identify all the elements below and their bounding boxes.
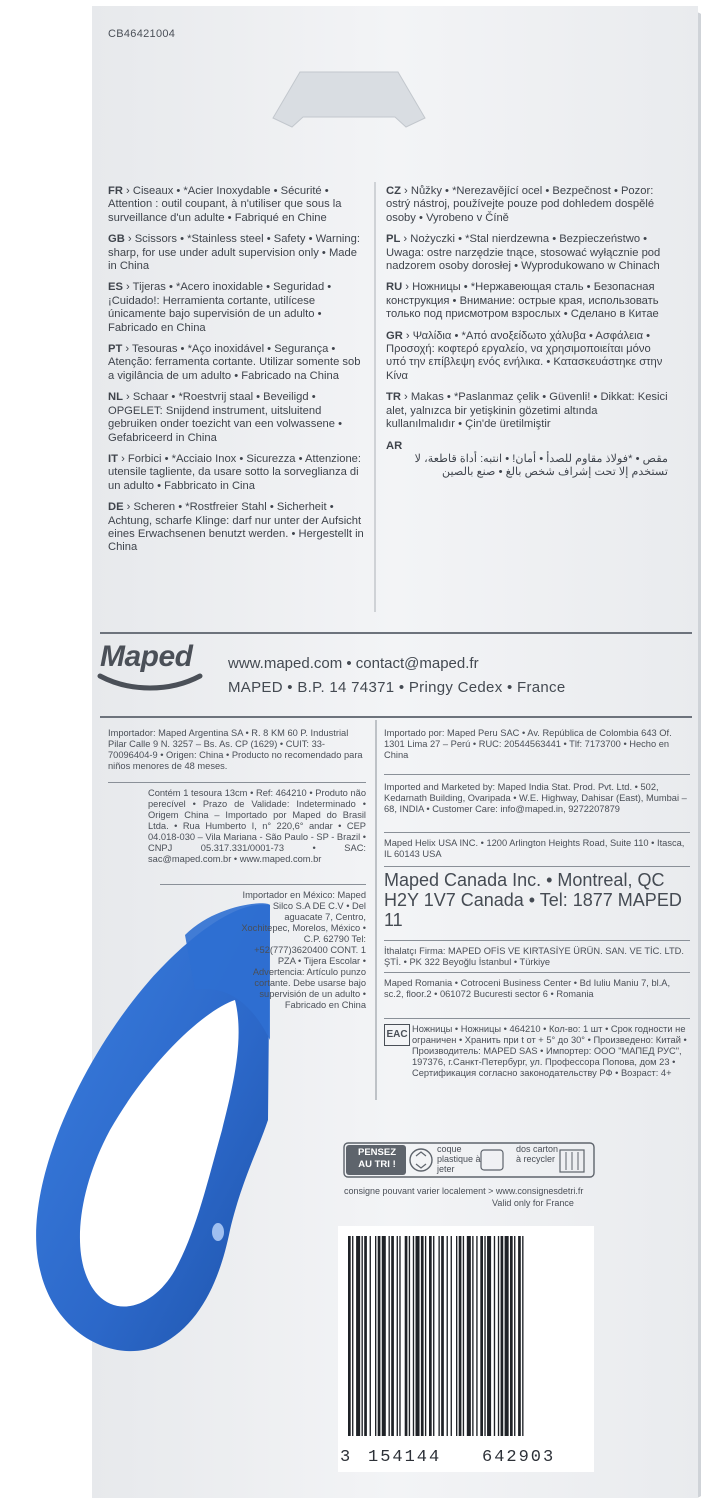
barcode-bar: [405, 1236, 408, 1436]
barcode-bar: [467, 1236, 471, 1436]
importer-divider: [384, 972, 690, 973]
lang-block-ar: AR مقص • *فولاذ مقاوم للصدأ • أمان! • انتبه: أداة قاطعة، لا تستخدم إلا تحت إشراف شخص بالغ • صنع بالصين: [386, 439, 668, 479]
barcode-bar: [425, 1236, 426, 1436]
barcode-bar: [389, 1236, 390, 1436]
barcode-bar: [409, 1236, 410, 1436]
lang-block-fr: FR › Ciseaux • *Acier Inoxydable • Sécurité • Attention : outil coupant, à n'utiliser que sous la surveillance d'un adulte • Fabriqué en Chine: [108, 185, 342, 224]
barcode-bar: [375, 1236, 376, 1436]
barcode-first-digit: 3: [340, 1448, 353, 1467]
barcode-bar: [463, 1236, 464, 1436]
recycle-item-carton: dos carton à recycler: [516, 1144, 559, 1164]
barcode-bar: [518, 1236, 521, 1436]
barcode-group-1: 154144: [368, 1448, 442, 1467]
lang-block-cz: CZ › Nůžky • *Nerezavějící ocel • Bezpečnost • Pozor: ostrý nástroj, používejte pouze pod dohledem dospělé osoby • Vyrobeno v Číně: [386, 185, 655, 224]
barcode-bars: [346, 1236, 586, 1436]
lang-block-gr: GR › Ψαλίδια • *Από ανοξείδωτο χάλυβα • Ασφάλεια • Προσοχή: κοφτερό εργαλείο, να χρησιμοποιείται μόνο υπό την επίβλεψη ενός ενήλικα. • Κατασκευάστηκε στην Κίνα: [386, 329, 663, 382]
barcode-bar: [433, 1236, 434, 1436]
handle-rivet: [212, 1223, 224, 1241]
barcode-bar: [494, 1236, 495, 1436]
importer-divider: [108, 782, 366, 783]
barcode-bar: [451, 1236, 452, 1436]
lang-block-gb: GB › Scissors • *Stainless steel • Safety • Warning: sharp, for use under adult supervision only • Made in China: [108, 233, 360, 273]
barcode-bar: [487, 1236, 491, 1436]
barcode-bar: [352, 1236, 353, 1436]
barcode-bar: [459, 1236, 462, 1436]
importer-russia: Ножницы • Ножницы • 464210 • Кол-во: 1 шт • Срок годности не ограничен • Хранить при t от + 5° до 30° • Произведено: Китай • Производитель: MAPED SAS • Импортер: ООО "МАПЕД РУС", 197376, г.Санкт-Петербург, ул. Профессора Попова, дом 23 • Сертификация согласно законодательству РФ • Возраст: 4+: [412, 1024, 687, 1078]
lang-block-it: IT › Forbici • *Acciaio Inox • Sicurezza • Attenzione: utensile tagliente, da usare sotto la sorveglianza di un adulto • Fabbricato in Cina: [108, 452, 362, 492]
recycle-note: consigne pouvant varier localement > www.consignesdetri.fr: [344, 1186, 584, 1196]
barcode-bar: [356, 1236, 360, 1436]
lang-block-pt: PT › Tesouras • *Aço inoxidável • Segurança • Atenção: ferramenta cortante. Utilizar somente sob a vigilância de um adulto • Fabricado na China: [108, 343, 361, 382]
eac-mark: EAC: [384, 1024, 410, 1046]
barcode-group-2: 642903: [482, 1448, 556, 1467]
barcode-bar: [498, 1236, 499, 1436]
barcode-bar: [413, 1236, 414, 1436]
barcode-bar: [364, 1236, 367, 1436]
brand-top-rule: [100, 632, 692, 634]
barcode-bar: [438, 1236, 439, 1436]
barcode-bar: [456, 1236, 457, 1436]
brand-address: MAPED • B.P. 14 74371 • Pringy Cedex • France: [228, 679, 566, 696]
barcode-bar: [501, 1236, 504, 1436]
barcode-bar: [429, 1236, 432, 1436]
barcode-bar: [399, 1236, 400, 1436]
lang-block-tr: TR › Makas • *Paslanmaz çelik • Güvenli! • Dikkat: Kesici alet, yalnızca bir yetişkinin gözetimi altında kullanılmalıdır • Çin'de üretilmiştir: [386, 391, 668, 431]
barcode-bar: [505, 1236, 509, 1436]
product-code: CB46421004: [108, 28, 176, 40]
barcode-bar: [514, 1236, 515, 1436]
recycle-note-france: Valid only for France: [492, 1198, 574, 1208]
pensez-au-tri-badge: PENSEZ AU TRI !: [357, 1147, 396, 1170]
importer-divider: [384, 866, 690, 867]
barcode-bar: [510, 1236, 513, 1436]
importer-usa: Maped Helix USA INC. • 1200 Arlington Heights Road, Suite 110 • Itasca, IL 60143 USA: [384, 838, 685, 859]
importer-mexico: Importador en México: Maped Silco S.A DE C.V • Del aguacate 7, Centro, Xochitepec, Morelos, México • C.P. 62790 Tel: +52(777)3620400 CONT. 1 PZA • Tijera Escolar • Advertencia: Artículo punzo cortante. Debe usarse bajo supervisión de un adulto • Fabricado en China: [241, 890, 366, 1010]
brand-web-contact: www.maped.com • contact@maped.fr: [228, 655, 479, 672]
importer-turkey: İthalatçı Firma: MAPED OFİS VE KIRTASİYE ÜRÜN. SAN. VE TİC. LTD. ŞTİ. • PK 322 Beyoğlu İstanbul • Türkiye: [384, 946, 684, 967]
lang-block-de: DE › Scheren • *Rostfreier Stahl • Sicherheit • Achtung, scharfe Klinge: darf nur unter der Aufsicht eines Erwachsenen benutzt werden. • Hergestellt in China: [108, 501, 364, 554]
brand-bottom-rule: [100, 716, 692, 718]
barcode-bar: [447, 1236, 448, 1436]
importer-canada: Maped Canada Inc. • Montreal, QC H2Y 1V7 Canada • Tel: 1877 MAPED 11: [384, 870, 682, 930]
barcode-bar: [476, 1236, 477, 1436]
importer-romania: Maped Romania • Cotroceni Business Center • Bd Iuliu Maniu 7, bl.A, sc.2, floor.2 • 061072 Bucuresti sector 6 • Romania: [384, 978, 671, 999]
importer-india: Imported and Marketed by: Maped India Stat. Prod. Pvt. Ltd. • 502, Kedarnath Building, Ovaripada • W.E. Highway, Dahisar (East), Mumbai – 68, INDIA • Customer Care: info@maped.in, 9272207879: [384, 782, 687, 814]
barcode-bar: [362, 1236, 363, 1436]
lang-block-pl: PL › Nożyczki • *Stal nierdzewna • Bezpieczeństwo • Uwaga: ostre narzędzie tnące, stosować wyłącznie pod nadzorem osoby dorosłej • Wyprodukowano w Chinach: [386, 233, 661, 273]
barcode-bar: [484, 1236, 485, 1436]
importer-divider: [384, 940, 690, 941]
lang-block-nl: NL › Schaar • *Roestvrij staal • Beveiligd • OPGELET: Snijdend instrument, uitsluitend gebruiken onder toezicht van een volwassene • Gefabriceerd in China: [108, 391, 343, 444]
lang-block-es: ES › Tijeras • *Acero inoxidable • Seguridad • ¡Cuidado!: Herramienta cortante, utilícese únicamente bajo supervisión de un adulto • Fabricado en China: [108, 281, 332, 334]
importer-divider: [384, 774, 690, 775]
barcode-bar: [370, 1236, 371, 1436]
importer-peru: Importado por: Maped Peru SAC • Av. República de Colombia 643 Of. 1301 Lima 27 – Perú • RUC: 20544563441 • Tlf: 7173700 • Hecho en China: [384, 728, 672, 760]
barcode-bar: [378, 1236, 381, 1436]
importer-divider: [160, 884, 366, 885]
barcode-bar: [397, 1236, 398, 1436]
barcode-bar: [416, 1236, 420, 1436]
maped-logo: Maped: [100, 640, 193, 673]
barcode-bar: [522, 1236, 523, 1436]
barcode-bar: [441, 1236, 444, 1436]
barcode-bar: [472, 1236, 473, 1436]
languages-right-column: [386, 185, 668, 488]
languages-left-column: [108, 185, 366, 563]
barcode-bar: [421, 1236, 424, 1436]
barcode-bar: [348, 1236, 351, 1436]
lang-block-ru: RU › Ножницы • *Нержавеющая сталь • Безопасная конструкция • Внимание: острые края, использовать только под присмотром взрослых • Сделано в Китае: [386, 281, 659, 321]
importer-argentina: Importador: Maped Argentina SA • R. 8 KM 60 P. Industrial Pilar Calle 9 N. 3257 – Bs. As. CP (1629) • CUIT: 33-70096404-9 • Origen: China • Producto no recomendado para niños menores de 48 meses.: [108, 728, 363, 771]
barcode-bar: [480, 1236, 483, 1436]
importer-divider: [384, 832, 690, 833]
recycle-item-plastic: coque plastique à jeter: [437, 1144, 481, 1174]
importer-brazil: Contém 1 tesoura 13cm • Ref: 464210 • Produto não perecível • Prazo de Validade: Indeterminado • Origem China – Importado por Maped do Brasil Ltda. • Rua Humberto I, n° 220,6° andar • CEP 04.018-030 – Vila Mariana - São Paulo - SP - Brazil • CNPJ 05.317.331/0001-73 • SAC: sac@maped.com.br • www.maped.com.br: [148, 788, 366, 864]
importer-divider: [384, 1018, 690, 1019]
barcode-bar: [382, 1236, 386, 1436]
barcode-bar: [391, 1236, 394, 1436]
